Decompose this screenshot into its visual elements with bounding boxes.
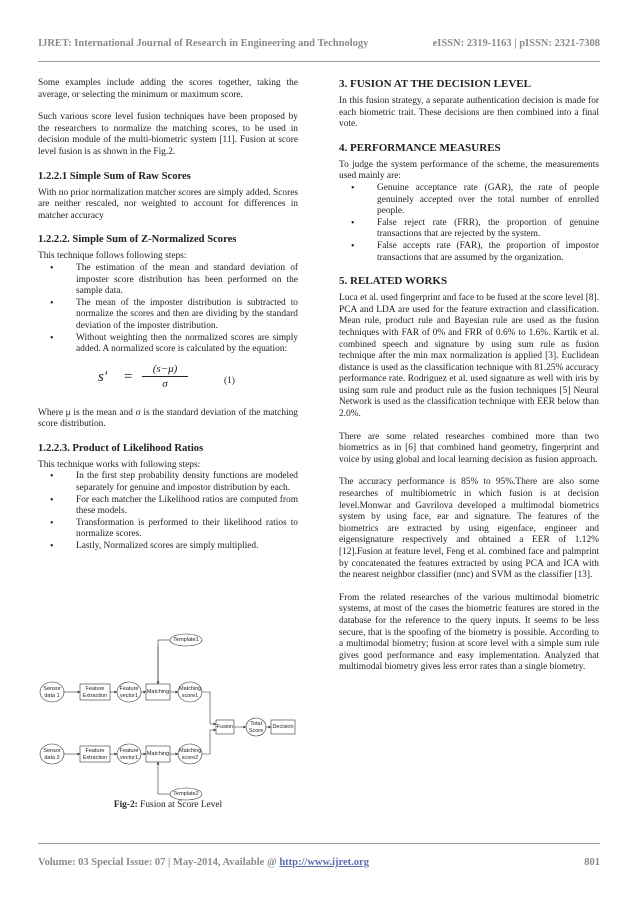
paragraph: This technique works with following steps: [38, 459, 201, 470]
paragraph: To judge the system performance of the scheme, the measurements used mainly are: [339, 159, 599, 182]
matching-score1-label: Matching score1 [179, 686, 202, 699]
issn: eISSN: 2319-1163 | pISSN: 2321-7308 [432, 38, 600, 49]
figure-caption [38, 800, 298, 810]
footer-rule [38, 843, 600, 844]
section-heading: 1.2.2.3. Product of Likelihood Ratios [38, 442, 204, 454]
list-item: • False reject rate (FRR), the proportion of genuine transactions that are rejected by the system. [339, 218, 599, 241]
list-item: • Genuine acceptance rate (GAR), the rate of people genuinely accepted over the total number of enrolled people. [339, 183, 599, 218]
section-heading: 1.2.2.2. Simple Sum of Z-Normalized Scores [38, 234, 237, 246]
matching1-label: Matching [146, 689, 170, 695]
template1-label: Template1 [173, 637, 199, 643]
template2-label: Template2 [173, 791, 199, 797]
paragraph: This technique follows following steps: [38, 251, 187, 262]
list-item: • Transformation is performed to their likelihood ratios to normalize scores. [38, 518, 298, 541]
caption-label: Fig-2: [113, 800, 138, 810]
paragraph: Some examples include adding the scores together, taking the average, or selecting the minimum or maximum score. [38, 78, 298, 100]
equation-lhs: s′ [98, 368, 108, 385]
left-column [38, 78, 298, 564]
paragraph: Where μ is the mean and σ is the standard deviation of the matching score distribution. [38, 407, 298, 430]
feature-extraction1-label: Feature Extraction [82, 686, 108, 699]
measures-list [339, 183, 599, 264]
footer-text: Volume: 03 Special Issue: 07 | May-2014, Available @ [38, 857, 280, 868]
fusion-diagram [38, 632, 298, 818]
section-heading: 5. RELATED WORKS [339, 275, 448, 288]
decision-label: Decision [272, 724, 294, 730]
paragraph: With no prior normalization matcher scores are simply added. Scores are neither rescaled, nor weighted to account for differences in matcher accuracy [38, 187, 298, 221]
paragraph: From the related researches of the various multimodal biometric systems, at most of the cases the biometric features are stored in the database for the reference to the query inputs. It seems to be less secure, that is the spoofing of the biometry is possible. According to a multimodal biometry; fusion at score level with a simple sum rule gives good performance and easy implementation. Analyzed that multimodal biometry gives less error rates than a single biometry. [339, 592, 599, 673]
section-heading: 1.2.2.1 Simple Sum of Raw Scores [38, 170, 191, 182]
paragraph: Luca et al. used fingerprint and face to be fused at the score level [8]. PCA and LDA are used for the feature extraction and classification. Mean rule, product rule and Bayesian rule are used as the fusion techniques with FAR of 0% and FRR of 0.6% to 1.6%. Kartik et al. combined speech and signature by using sum rule as fusion technique after the min max normalization is applied [3]. Euclidean distance is used as the classification technique with 81.25% accuracy performance rate. Rodriguez et al. used signature as well with iris by using sum rule and product rule as the fusion techniques [5] Neural Network is used as the classification technique with EER below than 2.0%. [339, 293, 599, 420]
journal-link[interactable]: http://www.ijret.org [279, 857, 369, 868]
feature-vector2-label: Feature vector1 [119, 748, 139, 761]
equation-fraction [142, 364, 188, 391]
list-item: • Without weighting then the normalized scores are simply added. A normalized score is calculated by the equation: [38, 333, 298, 356]
sensor1-label: Sensor data 1 [43, 686, 61, 699]
paragraph: Such various score level fusion techniques have been proposed by the researchers to normalize the matching scores, to be used in decision module of the multi-biometric system [11]. Fusion at score level fusion is as shown in the Fig.2. [38, 112, 298, 157]
page-footer [38, 857, 600, 868]
steps-list [38, 471, 298, 552]
equation-equals: = [124, 368, 133, 385]
journal-title: IJRET: International Journal of Research in Engineering and Technology [38, 38, 369, 49]
sensor2-label: Sensor data 2 [43, 748, 61, 761]
header-rule [38, 61, 600, 62]
paragraph: In this fusion strategy, a separate authentication decision is made for each biometric trait. These decisions are then combined into a final vote. [339, 96, 599, 130]
matching-score2-label: Matching score2 [179, 748, 202, 761]
equation-number: (1) [224, 375, 235, 386]
list-item: • False accepts rate (FAR), the proportion of impostor transactions that are assumed by the organization. [339, 241, 599, 264]
right-column [339, 78, 599, 685]
equation-numerator: (s−μ) [142, 364, 188, 378]
equation-denominator: σ [162, 378, 168, 391]
page-number: 801 [584, 857, 600, 868]
feature-vector1-label: Feature vector1 [119, 686, 139, 699]
fusion-label: Fusion [216, 724, 234, 730]
paragraph: There are some related researches combined more than two biometrics as in [6] that combined hand geometry, fingerprint and voice by using global and local learning decision as fusion approach. [339, 431, 599, 465]
list-item: • Lastly, Normalized scores are simply multiplied. [38, 541, 298, 553]
section-heading: 4. PERFORMANCE MEASURES [339, 141, 501, 154]
steps-list [38, 263, 298, 356]
list-item: • The mean of the imposter distribution is subtracted to normalize the scores and then are dividing by the standard deviation of the imposter distribution. [38, 298, 298, 333]
matching2-label: Matching [146, 751, 170, 757]
equation [38, 364, 298, 400]
feature-extraction2-label: Feature Extraction [82, 748, 108, 761]
section-heading: 3. FUSION AT THE DECISION LEVEL [339, 78, 531, 90]
paragraph: The accuracy performance is 85% to 95%.There are also some researches of multibiometric in which fusion is at decision level.Monwar and Gavrilova developed a multimodal biometrics system by using face, ear and signature. The features of the biometrics are extracted by using eigenface, engineer and eigensignature respectively and obtained a EER of 1.12% [12].Fusion at feature level, Feng et al. combined face and palmprint by concatenated the features extracted by using PCA and ICA with the nearest neighbor classifier (nnc) and SVM as the classifier [13]. [339, 477, 599, 581]
total-score-label: Total Score [248, 721, 264, 734]
list-item: • The estimation of the mean and standard deviation of imposter score distribution has been performed on the sample data. [38, 263, 298, 298]
list-item: • For each matcher the Likelihood ratios are computed from these models. [38, 495, 298, 518]
list-item: • In the first step probability density functions are modeled separately for genuine and impostor distribution by each. [38, 471, 298, 494]
caption-text: Fusion at Score Level [137, 800, 223, 810]
